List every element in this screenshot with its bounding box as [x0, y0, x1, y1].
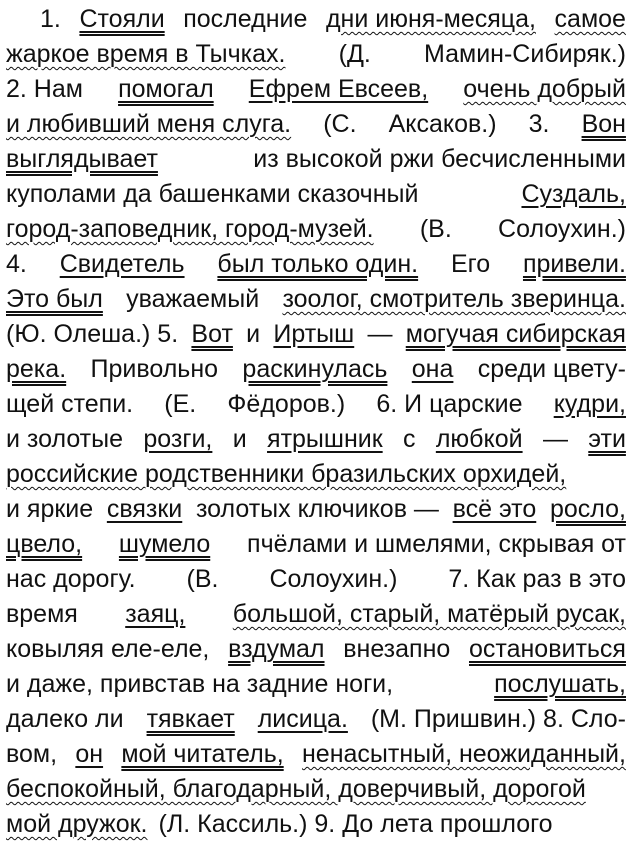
text-segment: (С.: [323, 110, 357, 138]
underlined-phrase: Ефрем Евсеев,: [248, 75, 429, 103]
text-segment: 1.: [40, 5, 61, 33]
underlined-phrase: выглядывает: [6, 145, 158, 173]
underlined-phrase: жаркое время в Тычках.: [6, 40, 286, 68]
text-line: [6, 37, 626, 72]
text-segment: —: [367, 320, 393, 348]
text-segment: 7. Как раз в это: [448, 565, 626, 593]
text-segment: вом,: [6, 740, 58, 768]
text-segment: 3.: [528, 110, 550, 138]
underlined-phrase: ненасытный, неожиданный,: [301, 740, 626, 768]
text-line: [6, 492, 626, 527]
text-segment: Фёдоров.): [227, 390, 346, 418]
text-line: [6, 107, 626, 142]
text-segment: нас дорогу.: [6, 565, 136, 593]
underlined-phrase: заяц,: [125, 600, 186, 628]
text-segment: (Е.: [164, 390, 197, 418]
text-segment: далеко ли: [6, 705, 124, 733]
underlined-phrase: любкой: [435, 425, 523, 453]
text-segment: —: [542, 425, 568, 453]
text-segment: время: [6, 600, 78, 628]
text-segment: пчёлами и шмелями, скрывая от: [247, 530, 626, 558]
text-line: [6, 282, 626, 317]
text-segment: Привольно: [90, 355, 219, 383]
underlined-phrase: связки: [106, 495, 183, 523]
text-line: [6, 387, 626, 422]
text-line: [6, 772, 626, 807]
underlined-phrase: зоолог, смотритель зверинца.: [282, 285, 626, 313]
underlined-phrase: мой дружок.: [6, 810, 148, 838]
text-segment: Аксаков.): [388, 110, 497, 138]
text-segment: и: [246, 320, 261, 348]
underlined-phrase: тявкает: [146, 705, 235, 733]
text-segment: последние: [183, 5, 308, 33]
text-line: [6, 702, 626, 737]
text-segment: (М. Пришвин.) 8. Сло-: [370, 705, 626, 733]
underlined-phrase: лисица.: [257, 705, 348, 733]
underlined-phrase: могучая сибирская: [405, 320, 626, 348]
underlined-phrase: Свидетель: [59, 250, 185, 278]
text-line: [6, 352, 626, 387]
underlined-phrase: Суздаль,: [521, 180, 626, 208]
underlined-phrase: был только один.: [217, 250, 419, 278]
underlined-phrase: эти: [588, 425, 626, 453]
text-line: [6, 72, 626, 107]
text-line: [6, 457, 626, 492]
text-line: [6, 527, 626, 562]
text-segment: (В.: [186, 565, 219, 593]
underlined-phrase: кудри,: [553, 390, 626, 418]
underlined-phrase: Вон: [581, 110, 626, 138]
underlined-phrase: остановиться: [469, 635, 626, 663]
text-segment: золотых ключиков —: [195, 495, 439, 523]
underlined-phrase: мой читатель,: [121, 740, 284, 768]
underlined-phrase: река.: [6, 355, 67, 383]
underlined-phrase: раскинулась: [242, 355, 388, 383]
text-block: [6, 2, 626, 842]
text-line: [6, 317, 626, 352]
underlined-phrase: он: [75, 740, 104, 768]
underlined-phrase: цвело,: [6, 530, 83, 558]
text-segment: Его: [450, 250, 491, 278]
underlined-phrase: город-заповедник, город-музей.: [6, 215, 374, 243]
text-line: [6, 632, 626, 667]
underlined-phrase: большой, старый, матёрый русак,: [232, 600, 626, 628]
text-segment: ковыляя еле-еле,: [6, 635, 210, 663]
text-segment: 2. Нам: [6, 75, 83, 103]
underlined-phrase: шумело: [118, 530, 211, 558]
text-segment: внезапно: [343, 635, 451, 663]
underlined-phrase: Иртыш: [273, 320, 355, 348]
text-line: [6, 597, 626, 632]
text-segment: и даже, привстав на задние ноги,: [6, 670, 394, 698]
underlined-phrase: беспокойный, благодарный, доверчивый, дорогой: [6, 775, 586, 803]
text-segment: (Ю. Олеша.) 5.: [6, 320, 179, 348]
text-segment: из высокой ржи бесчисленными: [253, 145, 626, 173]
underlined-phrase: она: [411, 355, 454, 383]
text-segment: Солоухин.): [269, 565, 398, 593]
underlined-phrase: всё это: [452, 495, 537, 523]
underlined-phrase: Это был: [6, 285, 103, 313]
text-segment: (Д.: [338, 40, 371, 68]
text-segment: куполами да башенками сказочный: [6, 180, 419, 208]
text-segment: (В.: [419, 215, 452, 243]
underlined-phrase: розги,: [143, 425, 213, 453]
underlined-phrase: Вот: [191, 320, 233, 348]
underlined-phrase: вздумал: [228, 635, 325, 663]
text-segment: 6. И царские: [376, 390, 523, 418]
underlined-phrase: очень добрый: [463, 75, 626, 103]
underlined-phrase: самое: [554, 5, 626, 33]
text-segment: Солоухин.): [498, 215, 626, 243]
underlined-phrase: ятрышник: [267, 425, 383, 453]
text-line: [6, 142, 626, 177]
text-line: [6, 422, 626, 457]
text-segment: и: [232, 425, 247, 453]
text-line: [6, 247, 626, 282]
text-segment: уважаемый: [126, 285, 260, 313]
underlined-phrase: Стояли: [79, 5, 165, 33]
underlined-phrase: послушать,: [494, 670, 626, 698]
underlined-phrase: помогал: [118, 75, 214, 103]
text-line: [6, 737, 626, 772]
text-segment: и яркие: [6, 495, 94, 523]
text-line: [6, 177, 626, 212]
text-segment: Мамин-Сибиряк.): [424, 40, 626, 68]
text-segment: с: [403, 425, 416, 453]
text-line: [6, 667, 626, 702]
text-segment: щей степи.: [6, 390, 134, 418]
underlined-phrase: российские родственники бразильских орхидей,: [6, 460, 567, 488]
text-line: [6, 212, 626, 247]
text-line: [6, 2, 626, 37]
underlined-phrase: и любивший меня слуга.: [6, 110, 292, 138]
underlined-phrase: росло,: [549, 495, 626, 523]
text-segment: и золотые: [6, 425, 123, 453]
underlined-phrase: привели.: [522, 250, 626, 278]
text-segment: (Л. Кассиль.) 9. До лета прошлого: [158, 810, 553, 838]
text-line: [6, 562, 626, 597]
text-segment: 4.: [6, 250, 27, 278]
text-segment: среди цвету-: [477, 355, 626, 383]
underlined-phrase: дни июня-месяца,: [325, 5, 536, 33]
